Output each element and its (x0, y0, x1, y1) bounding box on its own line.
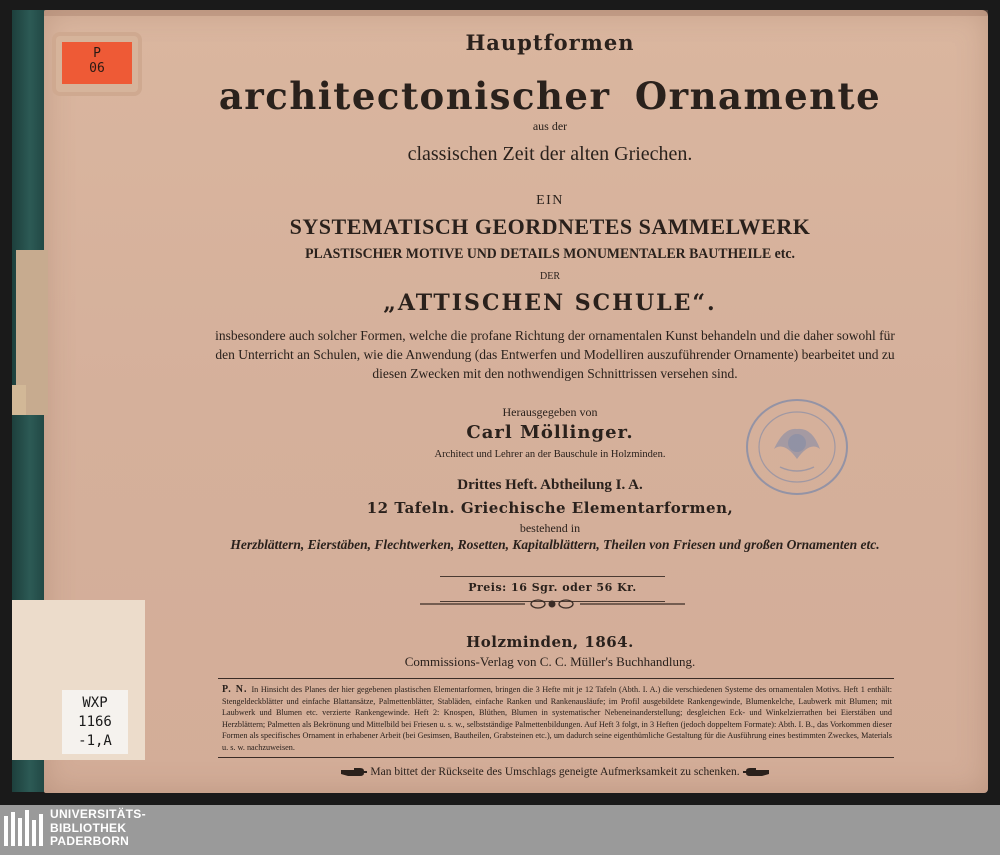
footer-line1: UNIVERSITÄTS- (50, 807, 146, 821)
subtitle: classischen Zeit der alten Griechen. (407, 143, 693, 165)
footnote (320, 766, 790, 778)
library-stamp-icon (744, 397, 850, 497)
der: DER (540, 271, 560, 282)
shelf-label-line2: 06 (89, 61, 105, 76)
call-number-label (62, 690, 128, 754)
pn-paragraph (222, 684, 892, 754)
title-small: Hauptformen (465, 30, 635, 55)
university-library-name[interactable] (50, 808, 146, 849)
call-number-line1: WXP (82, 695, 108, 711)
contents-line: Herzblättern, Eierstäben, Flechtwerken, Rosetten, Kapitalblättern, Theilen von Friesen und großen Ornamenten etc. (230, 537, 880, 552)
decorative-ornament-icon (420, 597, 685, 611)
issue-line: Drittes Heft. Abtheilung I. A. (457, 477, 643, 493)
plates-line: 12 Tafeln. Griechische Elementarformen, (366, 499, 734, 517)
publisher: Commissions-Verlag von C. C. Müller's Buchhandlung. (404, 654, 696, 669)
footnote-text: Man bittet der Rückseite des Umschlags geneigte Aufmerksamkeit zu schenken. (370, 766, 740, 778)
call-number-line2: 1166 (78, 714, 112, 730)
heading-sammelwerk: SYSTEMATISCH GEORDNETES SAMMELWERK (289, 214, 811, 239)
description-paragraph: insbesondere auch solcher Formen, welche die profane Richtung der ornamentalen Kunst behandeln und die daher sowohl für den Unterricht an Schulen, wie die Anwendung (das Entwerfen und Modelliren auszuführender Ornamente) bearbeitet und zu diesen Zwecken mit den nothwendigen Schnittrissen versehen sind. (215, 328, 895, 381)
footer-line2: BIBLIOTHEK (50, 820, 127, 835)
title-main: architectonischer Ornamente (218, 74, 882, 118)
shelf-label-line1: P (93, 46, 101, 61)
aus-der: aus der (532, 119, 568, 133)
place-year: Holzminden, 1864. (466, 633, 634, 651)
editor-role: Architect und Lehrer an der Bauschule in Holzminden. (434, 449, 666, 460)
price: Preis: 16 Sgr. oder 56 Kr. (468, 581, 637, 594)
pointing-hand-right-icon (340, 767, 368, 777)
attische-schule: „ATTISCHEN SCHULE“. (383, 290, 717, 316)
footer-bar (0, 805, 1000, 855)
heading-motive: PLASTISCHER MOTIVE UND DETAILS MONUMENTALER BAUTHEILE etc. (305, 246, 795, 262)
cover-edge (44, 10, 988, 16)
footer-line3: PADERBORN (50, 834, 130, 848)
pointing-hand-left-icon (742, 767, 770, 777)
university-library-logo-icon (2, 808, 46, 852)
spine-paper-fragment (12, 385, 26, 415)
editor-intro: Herausgegeben von (502, 405, 598, 419)
editor-name: Carl Möllinger. (466, 422, 634, 443)
call-number-line3: -1,A (78, 733, 112, 749)
pn-lead: P. N. (222, 684, 248, 695)
shelf-label (62, 42, 132, 84)
pn-body: In Hinsicht des Planes der hier gegebenen plastischen Elementarformen, bringen die 3 Hefte mit je 12 Tafeln (Abth. I. A.) die verschiedenen Systeme des ornamentalen Motivs. Heft 1 enthält: Stengeldeckblätter und einfache Blattansätze, Palmettenblätter, Stabläden, einfache Ranken und Rankenausläufe; im Profil ausgebildete Rankengewinde, Blumenkelche, Laubwerk mit Blumen; mit Laubwerk und Blumen etc. verzierte Rankengewinde. Heft 2: Knospen, Blüthen, Blumen in systematischer Nebeneinanderstellung; desgleichen Eck- und Winkelzierrathen bei Eierstäben und Herzblättern; Palmetten als Bekrönung und Mittelbild bei Friesen u. s. w., selbstständige Palmettenbildungen. Auf Heft 3 folgt, in 3 Heften (jedoch doppeltem Formate): Abth. I. B., das Vorkommen dieser Formen als specifisches Ornament in erhabener Arbeit (bei Gesimsen, Bautheilen, Grabsteinen etc.), um dadurch seine eigenthümliche Gestaltung für die Ausführung eines bestimmten Zweckes, Materials u. s. w. nachzuweisen. (222, 685, 892, 752)
consisting-of: bestehend in (519, 521, 581, 535)
ein: EIN (536, 193, 564, 208)
